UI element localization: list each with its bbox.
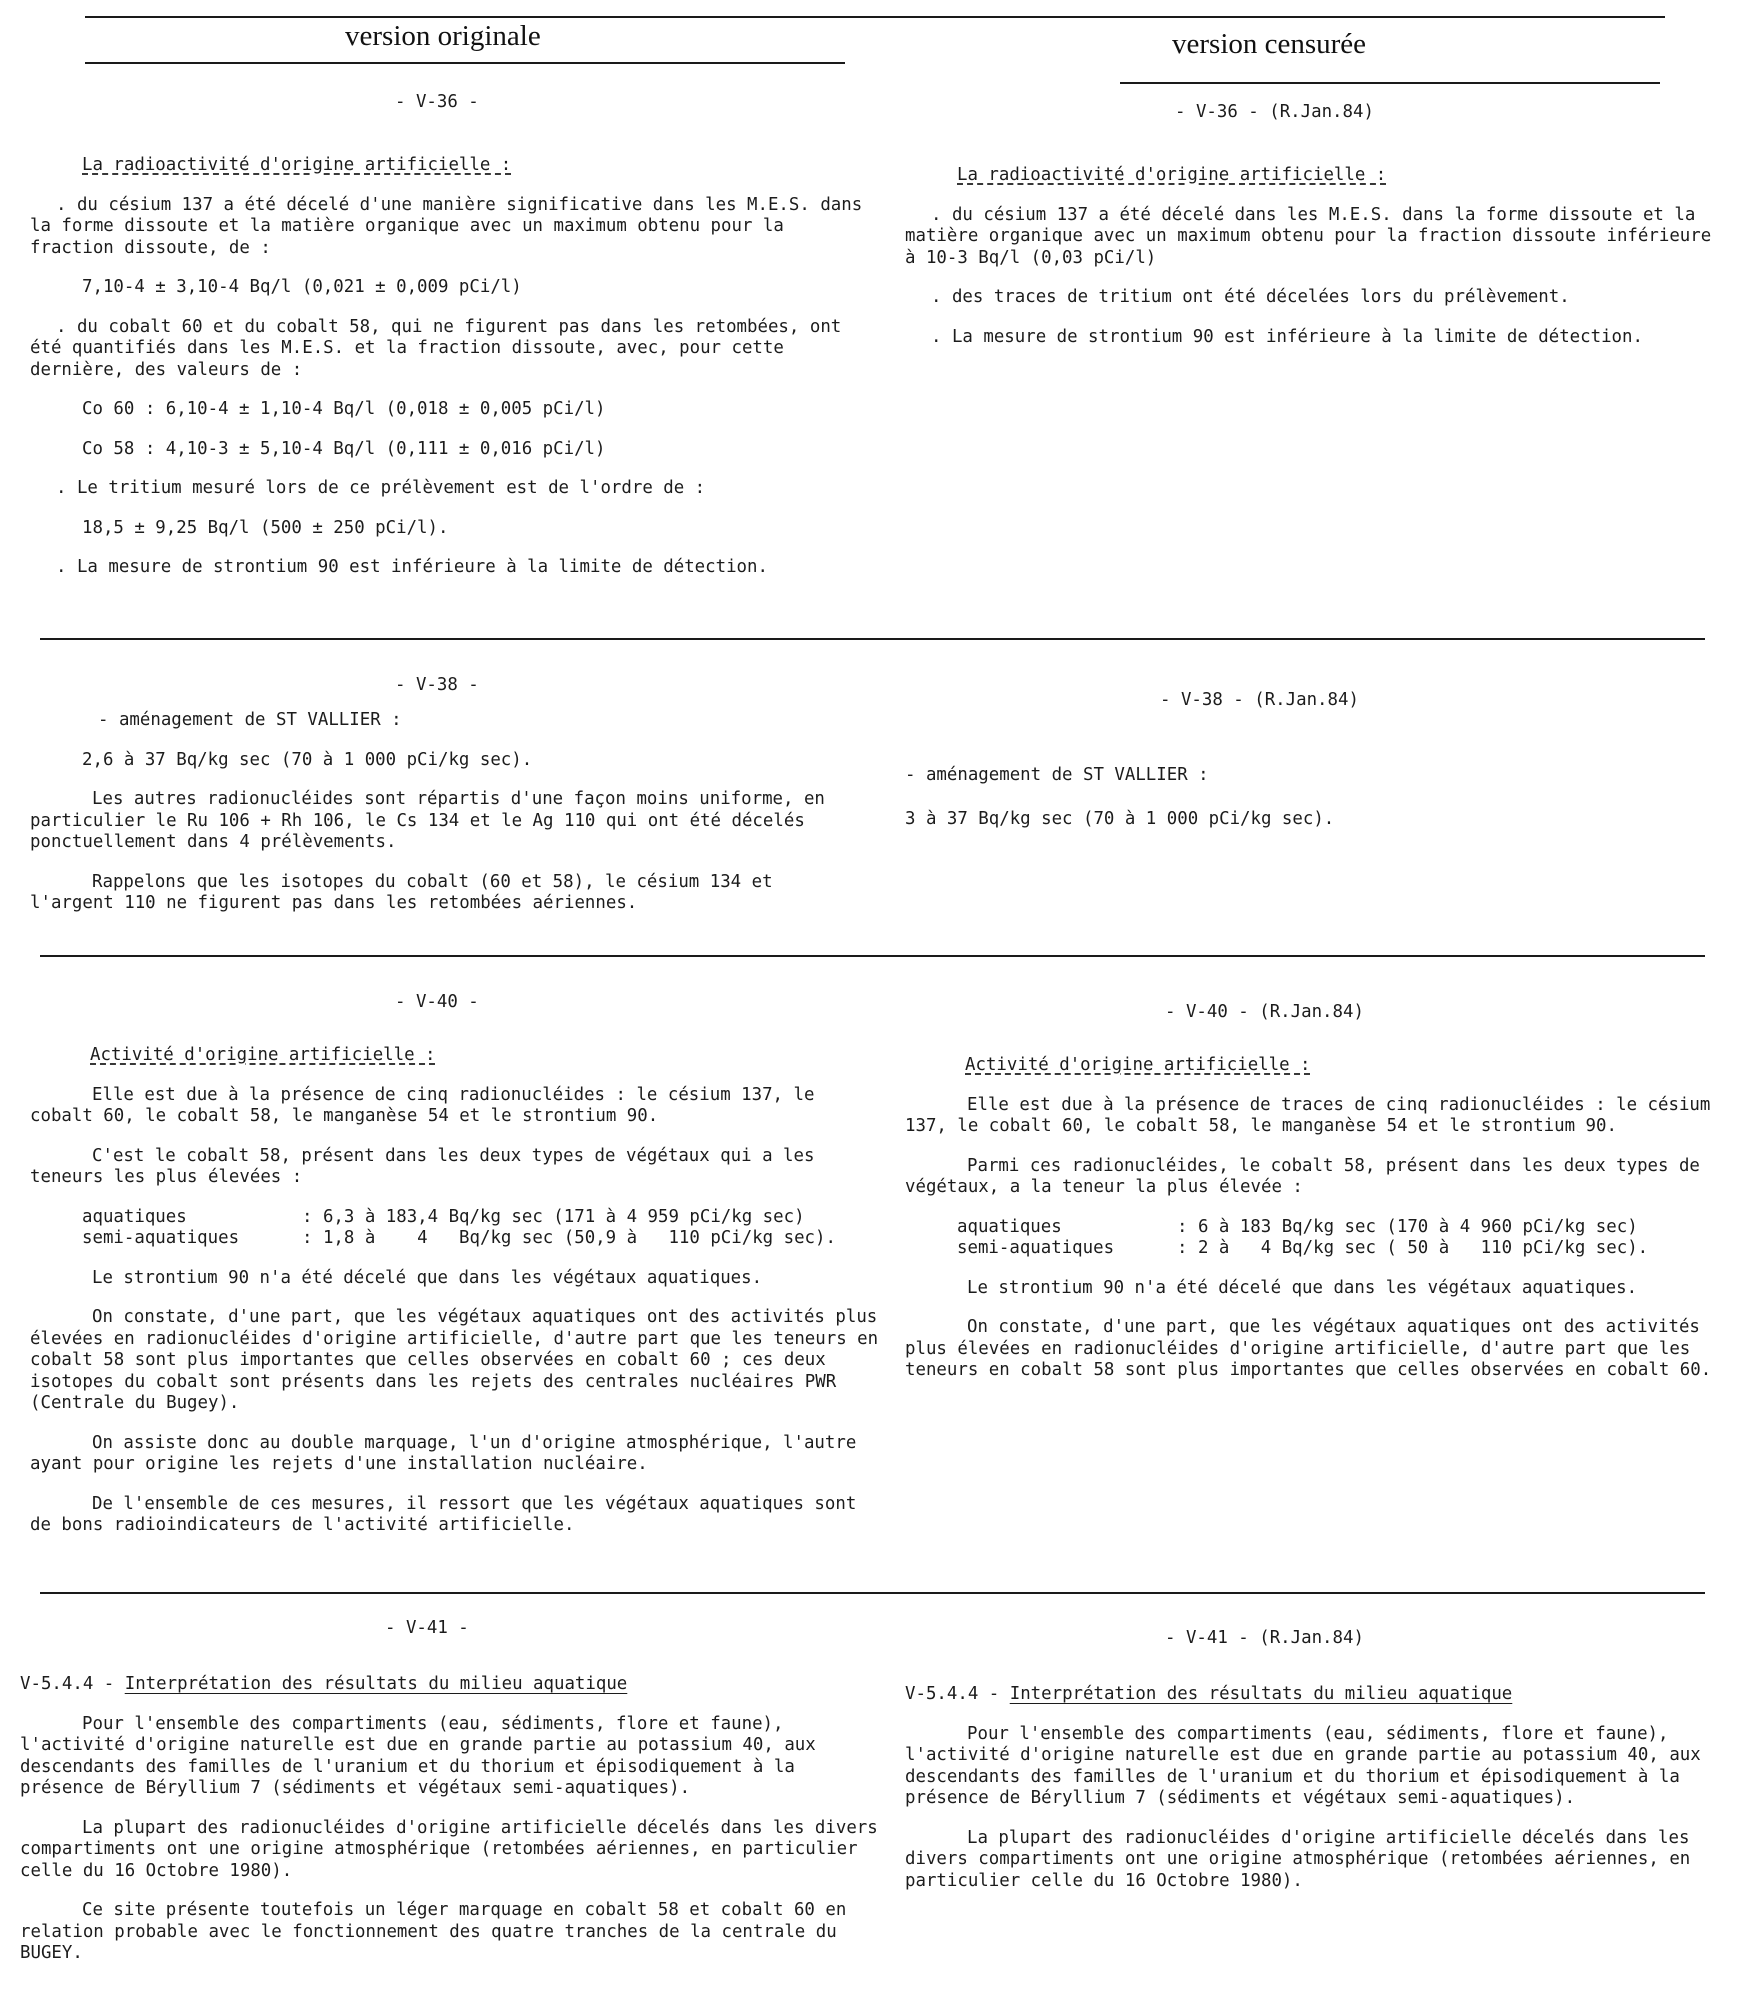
section-heading: Interprétation des résultats du milieu aquatique — [124, 1674, 628, 1694]
page-number-left: - V-41 - — [385, 1618, 469, 1638]
paragraph: . des traces de tritium ont été décelées lors du prélèvement. — [931, 287, 1570, 307]
formula: Co 58 : 4,10-3 ± 5,10-4 Bq/l (0,111 ± 0,016 pCi/l) — [82, 438, 606, 459]
section-v38-censored — [905, 765, 1725, 848]
paragraph: Le strontium 90 n'a été décelé que dans les végétaux aquatiques. — [92, 1267, 763, 1288]
paragraph: Pour l'ensemble des compartiments (eau, sédiments, flore et faune), l'activité d'origine naturelle est due en grande partie au potassium 40, aux descendants des familles de l'uranium et du thorium et épisodiquement à la présence de Béryllium 7 (sédiments et végétaux semi-aquatiques). — [905, 1723, 1701, 1808]
paragraph: . du cobalt 60 et du cobalt 58, qui ne figurent pas dans les retombées, ont été quantifiés dans les M.E.S. et la fraction dissoute, avec, pour cette dernière, des valeurs de : — [30, 316, 842, 380]
paragraph: Les autres radionucléides sont répartis d'une façon moins uniforme, en particulier le Ru 106 + Rh 106, le Cs 134 et le Ag 110 qui ont été décelés ponctuellement dans 4 prélèvements. — [30, 789, 825, 852]
section-heading: Activité d'origine artificielle : — [965, 1055, 1311, 1075]
paragraph: Pour l'ensemble des compartiments (eau, sédiments, flore et faune), l'activité d'origine naturelle est due en grande partie au potassium 40, aux descendants des familles de l'uranium et du thorium et épisodiquement à la présence de Béryllium 7 (sédiments et végétaux semi-aquatiques). — [20, 1713, 816, 1798]
paragraph: Elle est due à la présence de traces de cinq radionucléides : le césium 137, le cobalt 60, le cobalt 58, le manganèse 54 et le strontium 90. — [905, 1094, 1711, 1136]
section-number: V-5.4.4 - — [20, 1674, 115, 1694]
page-number-left: - V-38 - — [395, 675, 479, 695]
formula: 7,10-4 ± 3,10-4 Bq/l (0,021 ± 0,009 pCi/l) — [82, 277, 522, 297]
formula: 18,5 ± 9,25 Bq/l (500 ± 250 pCi/l). — [82, 517, 449, 538]
paragraph: . La mesure de strontium 90 est inférieure à la limite de détection. — [56, 557, 768, 577]
paragraph: Elle est due à la présence de cinq radionucléides : le césium 137, le cobalt 60, le cobalt 58, le manganèse 54 et le strontium 90. — [30, 1084, 815, 1126]
paragraph: 3 à 37 Bq/kg sec (70 à 1 000 pCi/kg sec). — [905, 808, 1335, 829]
paragraph: La plupart des radionucléides d'origine artificielle décelés dans les divers compartiments ont une origine atmosphérique (retombées aériennes, en particulier celle du 16 Octobre 1980). — [20, 1817, 878, 1881]
paragraph: On assiste donc au double marquage, l'un d'origine atmosphérique, l'autre ayant pour origine les rejets d'une installation nucléaire. — [30, 1432, 857, 1474]
table-cell-label: aquatiques — [957, 1216, 1062, 1237]
page-number-right: - V-41 - (R.Jan.84) — [1165, 1628, 1364, 1648]
section-v40-censored — [905, 1055, 1730, 1400]
paragraph: Rappelons que les isotopes du cobalt (60 et 58), le césium 134 et l'argent 110 ne figurent pas dans les retombées aériennes. — [30, 871, 773, 913]
section-heading: La radioactivité d'origine artificielle : — [957, 165, 1387, 185]
section-heading: Activité d'origine artificielle : — [90, 1045, 436, 1065]
table-cell-label: semi-aquatiques — [82, 1228, 240, 1248]
page-number-right: - V-36 - (R.Jan.84) — [1175, 102, 1374, 122]
header-right-rule — [1120, 82, 1660, 84]
paragraph: - aménagement de ST VALLIER : — [98, 710, 402, 730]
table-row — [30, 1207, 885, 1229]
paragraph: . La mesure de strontium 90 est inférieure à la limite de détection. — [931, 326, 1643, 347]
section-v41-censored — [905, 1684, 1725, 1910]
paragraph: . Le tritium mesuré lors de ce prélèvement est de l'ordre de : — [56, 478, 706, 498]
table-cell-label: aquatiques — [82, 1206, 187, 1227]
paragraph: - aménagement de ST VALLIER : — [905, 765, 1209, 785]
table-cell-value: : 6,3 à 183,4 Bq/kg sec (171 à 4 959 pCi/kg sec) — [302, 1206, 805, 1227]
table-cell-label: semi-aquatiques — [957, 1238, 1115, 1258]
section-v36-censored — [905, 165, 1725, 366]
section-number: V-5.4.4 - — [905, 1684, 1000, 1704]
values-table — [905, 1217, 1730, 1260]
section-heading: La radioactivité d'origine artificielle : — [82, 155, 512, 175]
paragraph: De l'ensemble de ces mesures, il ressort que les végétaux aquatiques sont de bons radioindicateurs de l'activité artificielle. — [30, 1493, 857, 1535]
values-table — [30, 1207, 885, 1250]
header-left-rule — [85, 62, 845, 64]
section-v41-original — [20, 1674, 880, 1983]
paragraph: Le strontium 90 n'a été décelé que dans les végétaux aquatiques. — [967, 1277, 1638, 1298]
paragraph: Parmi ces radionucléides, le cobalt 58, présent dans les deux types de végétaux, a la teneur la plus élevée : — [905, 1155, 1700, 1197]
header-right: version censurée — [1172, 28, 1367, 60]
section-divider — [40, 955, 1705, 957]
page-number-left: - V-36 - — [395, 92, 479, 112]
page-number-right: - V-38 - (R.Jan.84) — [1160, 690, 1359, 710]
paragraph: C'est le cobalt 58, présent dans les deux types de végétaux qui a les teneurs les plus élevées : — [30, 1145, 815, 1187]
section-divider — [40, 1592, 1705, 1594]
table-row — [905, 1217, 1730, 1239]
page-number-right: - V-40 - (R.Jan.84) — [1165, 1002, 1364, 1022]
header-left: version originale — [345, 20, 541, 52]
paragraph: . du césium 137 a été décelé d'une manière significative dans les M.E.S. dans la forme dissoute et la matière organique avec un maximum obtenu pour la fraction dissoute, de : — [30, 194, 863, 258]
paragraph: La plupart des radionucléides d'origine artificielle décelés dans les divers compartiments ont une origine atmosphérique (retombées aériennes, en particulier celle du 16 Octobre 1980). — [905, 1827, 1691, 1891]
page-number-left: - V-40 - — [395, 992, 479, 1012]
paragraph: 2,6 à 37 Bq/kg sec (70 à 1 000 pCi/kg sec). — [82, 749, 533, 770]
paragraph: On constate, d'une part, que les végétaux aquatiques ont des activités plus élevées en radionucléides d'origine artificielle, d'autre part que les teneurs en cobalt 58 sont plus importantes que celles observées en cobalt 60. — [905, 1317, 1712, 1380]
paragraph: . du césium 137 a été décelé dans les M.E.S. dans la forme dissoute et la matière organique avec un maximum obtenu pour la fraction dissoute inférieure à 10-3 Bq/l (0,03 pCi/l) — [905, 204, 1712, 268]
section-heading: Interprétation des résultats du milieu aquatique — [1009, 1684, 1513, 1704]
section-divider — [40, 638, 1705, 640]
paragraph: Ce site présente toutefois un léger marquage en cobalt 58 et cobalt 60 en relation probable avec le fonctionnement des quatre tranches de la centrale du BUGEY. — [20, 1900, 847, 1963]
formula: Co 60 : 6,10-4 ± 1,10-4 Bq/l (0,018 ± 0,005 pCi/l) — [82, 399, 606, 419]
section-v38-original — [30, 710, 865, 933]
table-cell-value: : 1,8 à 4 Bq/kg sec (50,9 à 110 pCi/kg sec). — [302, 1228, 836, 1248]
table-row — [905, 1238, 1730, 1260]
top-rule — [85, 16, 1665, 18]
paragraph: On constate, d'une part, que les végétaux aquatiques ont des activités plus élevées en radionucléides d'origine artificielle, d'autre part que les teneurs en cobalt 58 sont plus importantes que celles observées en cobalt 60 ; ces deux isotopes du cobalt sont présents dans les rejets des centrales nucléaires PWR (Centrale du Bugey). — [30, 1307, 879, 1413]
table-cell-value: : 6 à 183 Bq/kg sec (170 à 4 960 pCi/kg sec) — [1177, 1216, 1638, 1237]
table-row — [30, 1228, 885, 1250]
section-v36-original — [30, 155, 865, 597]
section-v40-original — [30, 1045, 885, 1555]
table-cell-value: : 2 à 4 Bq/kg sec ( 50 à 110 pCi/kg sec). — [1177, 1238, 1649, 1258]
